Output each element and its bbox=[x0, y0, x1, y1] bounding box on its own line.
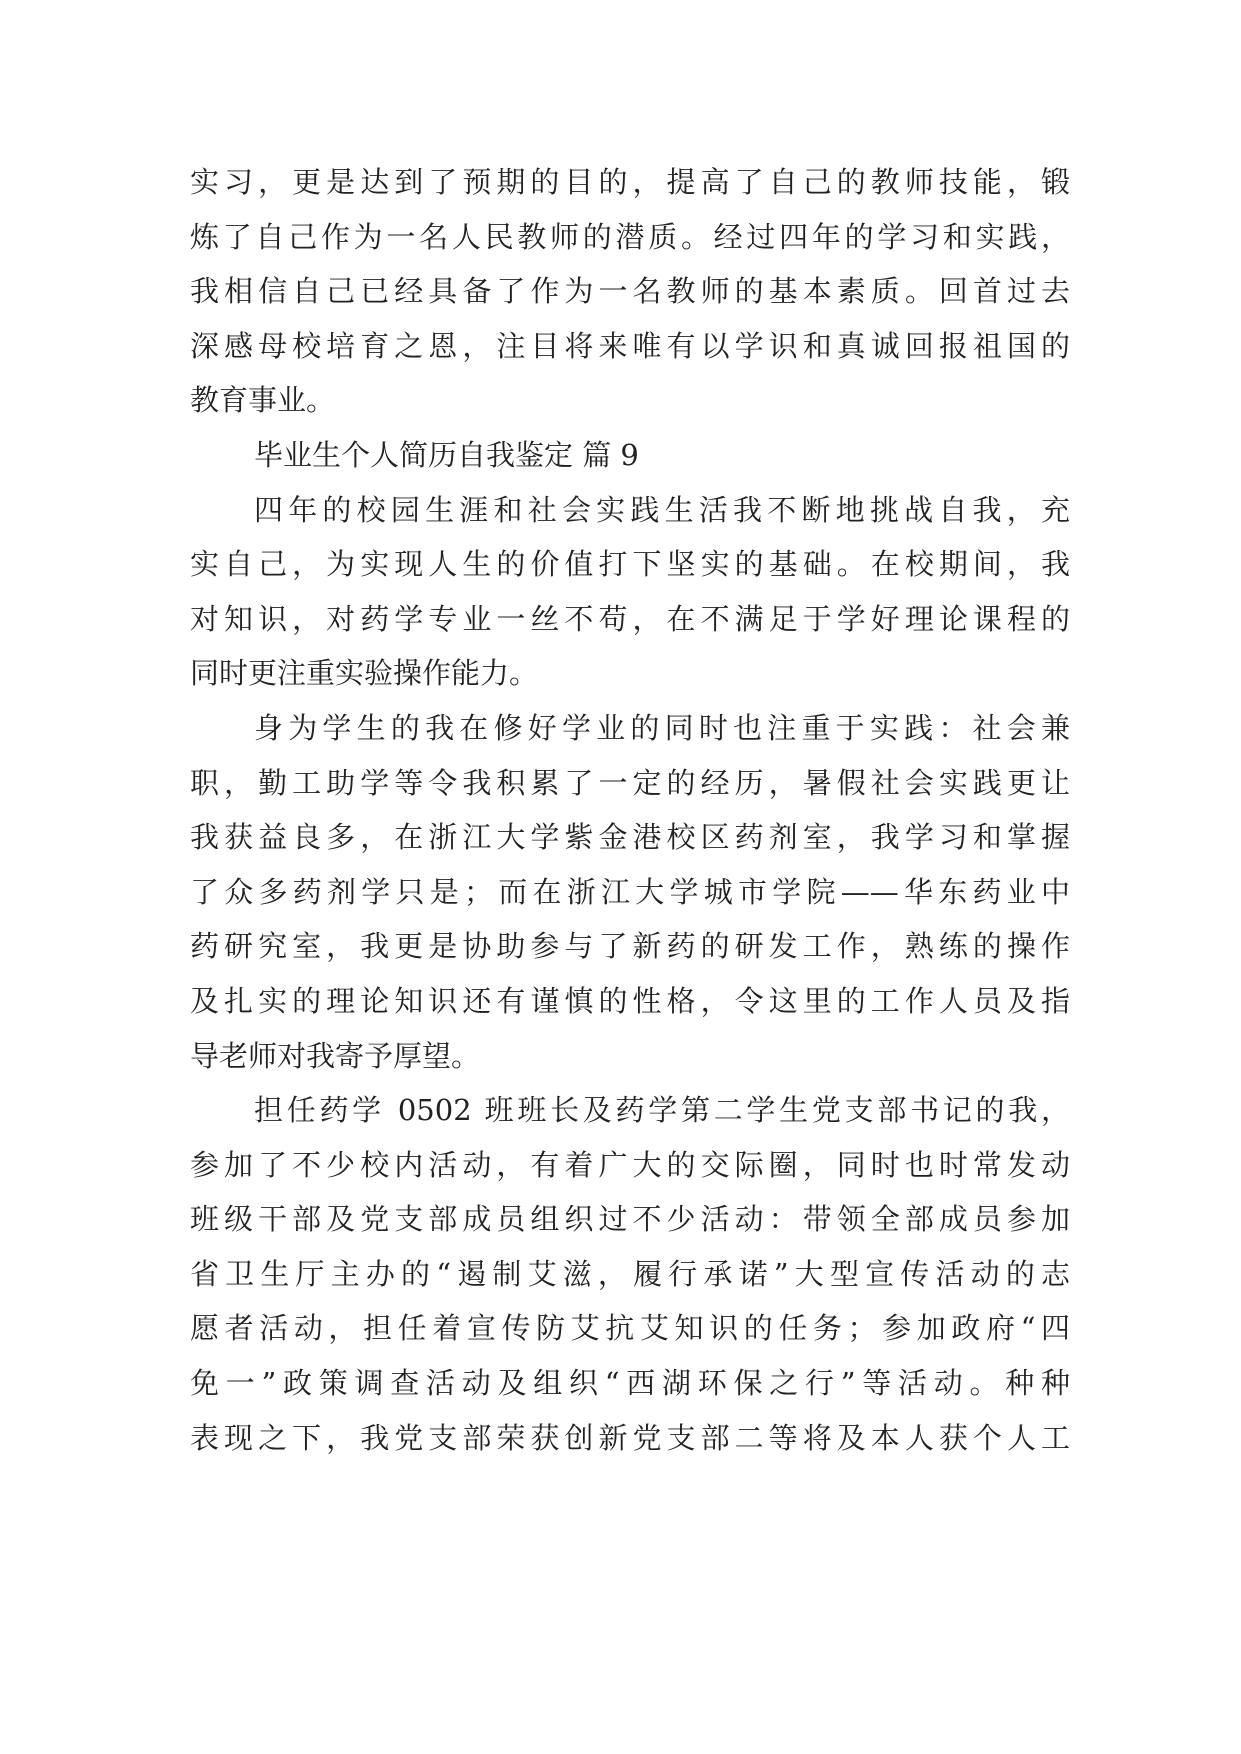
text-line: 炼了自己作为一名人民教师的潜质。经过四年的学习和实践， bbox=[190, 219, 1070, 254]
paragraph-start-line: 担任药学 0502 班班长及药学第二学生党支部书记的我， bbox=[254, 1093, 1070, 1128]
text-line: 教育事业。 bbox=[190, 383, 336, 418]
paragraph-start-line: 四年的校园生涯和社会实践生活我不断地挑战自我，充 bbox=[254, 492, 1070, 527]
text-line: 了众多药剂学只是；而在浙江大学城市学院——华东药业中 bbox=[190, 874, 1070, 909]
text-line: 深感母校培育之恩，注目将来唯有以学识和真诚回报祖国的 bbox=[190, 328, 1070, 363]
text-line: 实习，更是达到了预期的目的，提高了自己的教师技能，锻 bbox=[190, 165, 1070, 199]
text-line: 表现之下，我党支部荣获创新党支部二等将及本人获个人工 bbox=[190, 1420, 1070, 1455]
text-line: 愿者活动，担任着宣传防艾抗艾知识的任务；参加政府“四 bbox=[190, 1311, 1070, 1346]
paragraph-start-line: 身为学生的我在修好学业的同时也注重于实践：社会兼 bbox=[254, 710, 1070, 745]
text-line: 班级干部及党支部成员组织过不少活动：带领全部成员参加 bbox=[190, 1202, 1070, 1237]
text-line: 参加了不少校内活动，有着广大的交际圈，同时也时常发动 bbox=[190, 1147, 1070, 1182]
paragraph-start-line: 毕业生个人简历自我鉴定 篇 9 bbox=[254, 437, 639, 472]
text-line: 对知识，对药学专业一丝不苟，在不满足于学好理论课程的 bbox=[190, 601, 1070, 636]
text-line: 省卫生厅主办的“遏制艾滋，履行承诺”大型宣传活动的志 bbox=[190, 1256, 1070, 1291]
text-line: 及扎实的理论知识还有谨慎的性格，令这里的工作人员及指 bbox=[190, 983, 1070, 1018]
text-line: 我获益良多，在浙江大学紫金港校区药剂室，我学习和掌握 bbox=[190, 820, 1070, 855]
text-line: 职，勤工助学等令我积累了一定的经历，暑假社会实践更让 bbox=[190, 765, 1070, 800]
document-body bbox=[190, 155, 1070, 1465]
text-line: 导老师对我寄予厚望。 bbox=[190, 1038, 481, 1073]
text-line: 免一”政策调查活动及组织“西湖环保之行”等活动。种种 bbox=[190, 1366, 1070, 1401]
text-line: 我相信自己已经具备了作为一名教师的基本素质。回首过去 bbox=[190, 274, 1070, 309]
text-line: 药研究室，我更是协助参与了新药的研发工作，熟练的操作 bbox=[190, 929, 1070, 964]
text-line: 实自己，为实现人生的价值打下坚实的基础。在校期间，我 bbox=[190, 547, 1070, 582]
text-line: 同时更注重实验操作能力。 bbox=[190, 656, 539, 691]
